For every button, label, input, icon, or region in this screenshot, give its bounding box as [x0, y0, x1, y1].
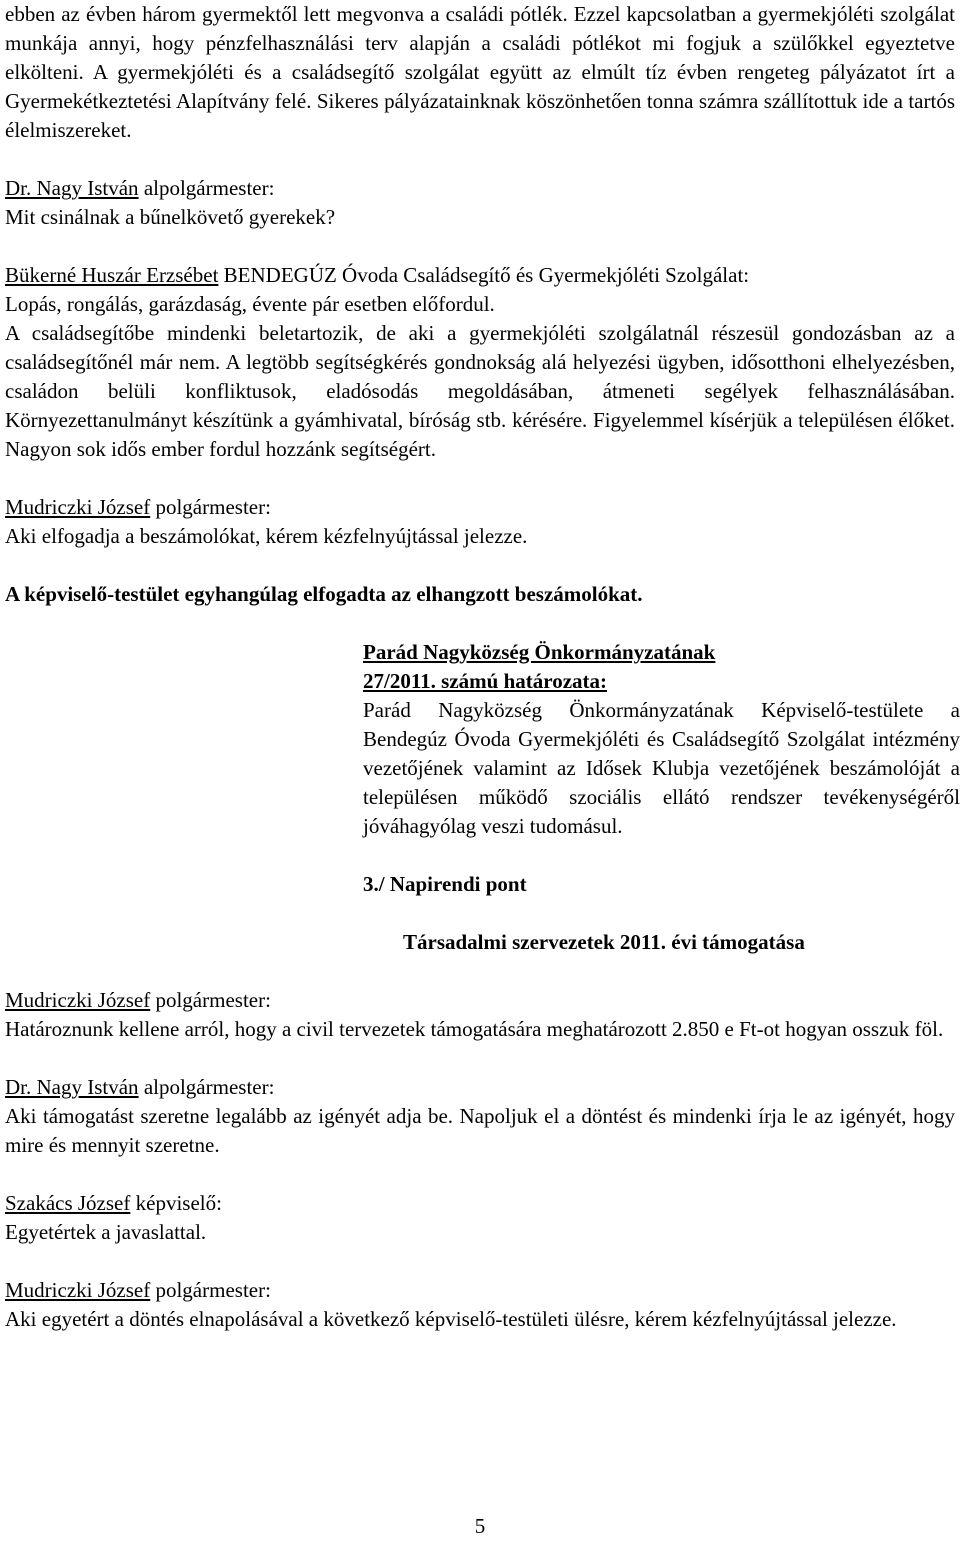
speaker-name: Dr. Nagy István [5, 176, 139, 200]
speaker-name: Mudriczki József [5, 1278, 151, 1302]
document-page [5, 0, 960, 1334]
speech-block [5, 261, 955, 464]
speaker-name: Mudriczki József [5, 495, 151, 519]
speech-text: Aki egyetért a döntés elnapolásával a következő képviselő-testületi ülésre, kérem kézfelnyújtással jelezze. [5, 1307, 897, 1331]
speech-block [5, 1276, 955, 1334]
agenda-item-title: Társadalmi szervezetek 2011. évi támogatása [403, 930, 805, 954]
speech-text: Aki elfogadja a beszámolókat, kérem kézfelnyújtással jelezze. [5, 524, 528, 548]
speech-block [5, 493, 955, 551]
speaker-role: alpolgármester: [138, 176, 275, 200]
speaker-role: polgármester: [150, 495, 271, 519]
agenda-item-number: 3./ Napirendi pont [363, 872, 527, 896]
speaker-name: Szakács József [5, 1191, 131, 1215]
resolution-block [363, 638, 960, 841]
speaker-role: polgármester: [150, 1278, 271, 1302]
intro-paragraph: ebben az évben három gyermektől lett megvonva a családi pótlék. Ezzel kapcsolatban a gyermekjóléti szolgálat munkája annyi, hogy pénzfelhasználási terv alapján a családi pótlékot mi fogjuk a szülőkkel egyeztetve elkölteni. A gyermekjóléti és a családsegítő szolgálat együtt az elmúlt tíz évben rengeteg pályázatot írt a Gyermekétkeztetési Alapítvány felé. Sikeres pályázatainknak köszönhetően tonna számra szállítottuk ide a tartós élelmiszereket. [5, 2, 955, 142]
speech-text: Egyetértek a javaslattal. [5, 1220, 207, 1244]
speaker-name: Bükerné Huszár Erzsébet [5, 263, 219, 287]
resolution-number: 27/2011. számú határozata: [363, 669, 608, 693]
speaker-role: polgármester: [150, 988, 271, 1012]
speech-text: Mit csinálnak a bűnelkövető gyerekek? [5, 205, 336, 229]
speaker-role: BENDEGÚZ Óvoda Családsegítő és Gyermekjóléti Szolgálat: [218, 263, 750, 287]
speaker-name: Dr. Nagy István [5, 1075, 139, 1099]
speech-text: Aki támogatást szeretne legalább az igényét adja be. Napoljuk el a döntést és mindenki írja le az igényét, hogy mire és mennyit szeretne. [5, 1104, 955, 1157]
speech-text: Határoznunk kellene arról, hogy a civil tervezetek támogatására meghatározott 2.850 e Ft-ot hogyan osszuk föl. [5, 1017, 944, 1041]
resolution-heading: Parád Nagyközség Önkormányzatának [363, 640, 716, 664]
resolution-body: Parád Nagyközség Önkormányzatának Képviselő-testülete a Bendegúz Óvoda Gyermekjóléti és Családsegítő Szolgálat intézmény vezetőjének valamint az Idősek Klubja vezetőjének beszámolóját a településen működő szociális ellátó rendszer tevékenységéről jóváhagyólag veszi tudomásul. [363, 698, 960, 838]
speech-block [5, 1189, 955, 1247]
speech-text: A családsegítőbe mindenki beletartozik, de aki a gyermekjóléti szolgálatnál részesül gondozásban az a családsegítőnél már nem. A legtöbb segítségkérés gondnokság alá helyezési ügyben, idősotthoni elhelyezésben, családon belüli konfliktusok, eladósodás megoldásában, átmeneti segélyek felhasználásában. Környezettanulmányt készítünk a gyámhivatal, bíróság stb. kérésére. Figyelemmel kísérjük a településen élőket. Nagyon sok idős ember fordul hozzánk segítségért. [5, 321, 955, 461]
page-number: 5 [474, 1514, 486, 1538]
speech-block [5, 1073, 955, 1160]
speech-block [5, 174, 955, 232]
speaker-name: Mudriczki József [5, 988, 151, 1012]
speech-block [5, 986, 955, 1044]
speech-text: Lopás, rongálás, garázdaság, évente pár esetben előfordul. [5, 292, 495, 316]
speaker-role: képviselő: [130, 1191, 222, 1215]
speaker-role: alpolgármester: [138, 1075, 275, 1099]
vote-result: A képviselő-testület egyhangúlag elfogadta az elhangzott beszámolókat. [5, 582, 643, 606]
